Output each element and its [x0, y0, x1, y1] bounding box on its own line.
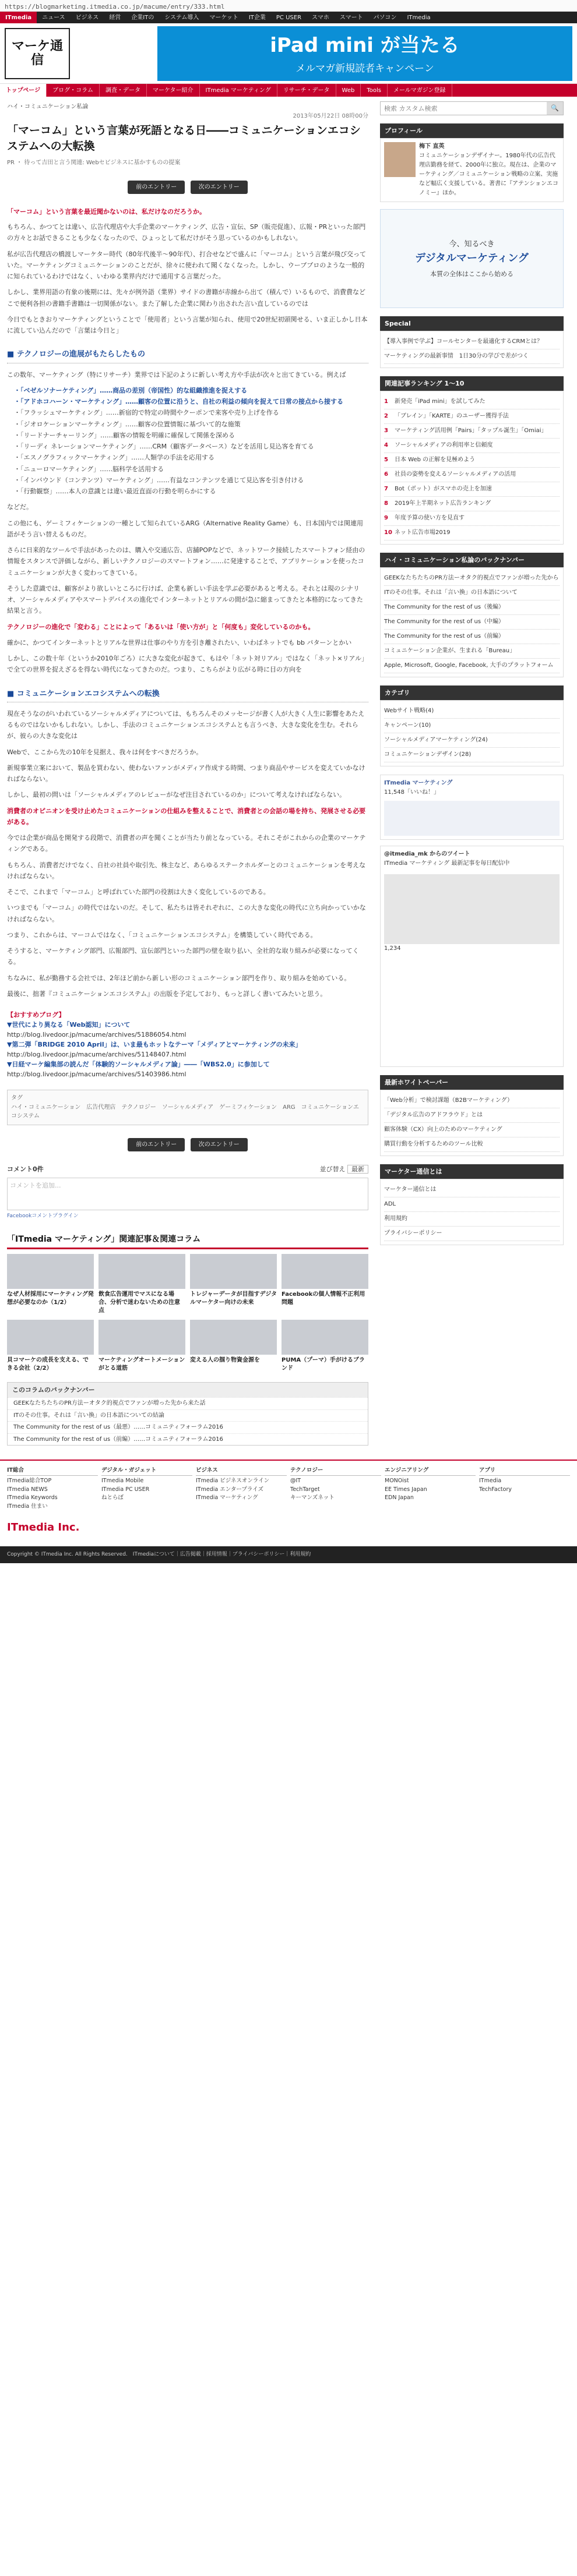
special-heading: Special	[380, 316, 564, 331]
category-heading: カテゴリ	[380, 685, 564, 700]
recommended-blogs	[7, 1010, 368, 1079]
hai-item[interactable]: コミュニケーション企業が、生まれる「Bureau」	[384, 644, 560, 659]
ranking-title: 社員の姿勢を変えるソーシャルメディアの活用	[395, 471, 516, 478]
tag-list[interactable]: ハイ・コミュニケーション 広告代理店 テクノロジー ソーシャルメディア ゲーミフィケーション ARG コミュニケーションエコシステム	[11, 1104, 360, 1120]
ranking-box	[380, 391, 564, 545]
backnumber-item[interactable]: The Community for the rest of us（前編）……コミュニティフォーラム2016	[8, 1433, 368, 1446]
card-thumbnail	[282, 1254, 368, 1289]
special-item[interactable]: 【導入事例で学ぶ】コールセンターを最適化するCRMとは？	[384, 335, 560, 349]
related-url[interactable]: http://blog.livedoor.jp/macume/archives/51148407.html	[7, 1051, 187, 1059]
search-icon[interactable]: 🔍	[547, 102, 563, 115]
sort-select[interactable]: 最新	[347, 1165, 368, 1174]
ranking-item[interactable]: 9 年度予算の使い方を見直す	[384, 511, 560, 526]
whitepaper-item[interactable]: 購買行動を分析するためのツール比較	[384, 1137, 560, 1152]
prev-entry-button[interactable]: 前のエントリー	[128, 181, 185, 195]
list-item: ・「インバウンド（コンテンツ）マーケティング」……有益なコンテンツを通じて見込客を引き付ける	[14, 476, 304, 484]
related-link[interactable]: ▼日経マーケ編集部の読んだ「体験的ソーシャルメディア論」――「WBS2.0」に参加して	[7, 1061, 270, 1069]
backnumber-item[interactable]: GEEKなたちたちのPR方法ーオタク的視点でファンが増った先から来た話	[8, 1397, 368, 1409]
facebook-likes: 11,548「いいね！」	[384, 789, 439, 796]
card-title: PUMA（プーマ）手がけるブランド	[282, 1357, 365, 1372]
profile-text: コミュニケーションデザイナー。1980年代の広告代理店勤務を経て、2000年に独立。現在は、企業のマーケティング／コミュニケーション戦略の立案、実施など幅広く支援している。著書に『アテンションエコノミー』ほか。	[419, 153, 559, 197]
footer-link[interactable]: ITmedia	[479, 1477, 502, 1484]
ranking-item[interactable]: 5 日本 Web の正解を見極めよう	[384, 453, 560, 468]
technique-list	[14, 385, 368, 497]
gnav-item[interactable]: Web	[336, 84, 361, 97]
gnav-item[interactable]: リサーチ・データ	[277, 84, 336, 97]
profile-name: 梅下 直英	[419, 143, 445, 150]
card-thumbnail	[7, 1254, 94, 1289]
ranking-item[interactable]: 10 ネット広告市場2019	[384, 526, 560, 540]
category-item[interactable]: キャンペーン(10)	[384, 719, 560, 733]
paragraph: 最後に、拙著『コミュニケーションエコシステム』の出版を予定しており、もっと詳しく書いてみたいと思う。	[7, 990, 327, 998]
address-bar[interactable]: https://blogmarketing.itmedia.co.jp/macume/entry/333.html	[0, 0, 577, 12]
footer-link[interactable]: ITmedia Keywords	[7, 1494, 58, 1501]
avatar	[384, 142, 416, 177]
article-date: 2013年05月22日 08時00分	[293, 112, 368, 119]
card-thumbnail	[7, 1320, 94, 1355]
topnav-item[interactable]: PC USER	[276, 15, 302, 21]
topnav-item[interactable]: パソコン	[373, 15, 397, 21]
ranking-title: ネット広告市場2019	[395, 529, 451, 536]
footer-col	[385, 1467, 476, 1511]
ranking-item[interactable]: 7 Bot（ボット）がスマホの売上を加速	[384, 482, 560, 497]
card-title: 飲食広告運用でマスになる場合、分析で迷わないための注意点	[98, 1291, 180, 1314]
footer-link[interactable]: ITmedia 住まい	[7, 1503, 48, 1510]
ad-line: 本質の全体はここから始める	[430, 270, 513, 278]
footer-bottom-bar: Copyright © ITmedia Inc. All Rights Reserved. ITmediaについて｜広告掲載｜採用情報｜プライバシーポリシー｜利用規約	[0, 1546, 577, 1564]
card-title: Facebookの個人情報不正利用問題	[282, 1291, 365, 1306]
hai-box	[380, 567, 564, 677]
category-item[interactable]: Webサイト戦略(4)	[384, 704, 560, 719]
search-box	[380, 101, 564, 115]
article-lead: 「マーコム」という言葉を最近聞かないのは、私だけなのだろうか。	[7, 208, 206, 216]
backnumber-item[interactable]: ITのその仕事。それは「言い換」の日本語についての結論	[8, 1409, 368, 1422]
list-item: ・「リードナーチャーリング」……顧客の情報を明確に確保して関係を深める	[14, 431, 235, 439]
ranking-heading: 関連記事ランキング 1〜10	[380, 376, 564, 391]
footer-link[interactable]: TechFactory	[479, 1486, 512, 1493]
brand-header	[0, 23, 577, 84]
site-footer	[0, 1460, 577, 1541]
paragraph: つまり、これからは、マーコムではなく、「コミュニケーションエコシステム」を構築していく時代である。	[7, 931, 317, 939]
tag-box	[7, 1090, 368, 1125]
ranking-item[interactable]: 3 マーケティング活用例「Pairs」「タップル誕生」「Omiai」	[384, 424, 560, 439]
card-thumbnail	[190, 1320, 277, 1355]
footer-col	[7, 1467, 98, 1511]
card-thumbnail	[98, 1254, 185, 1289]
topnav-item[interactable]: ITmedia	[0, 12, 37, 23]
list-item: ・「ベゼルソナーケティング」……商品の差別（帝国性）的な組織推進を捉えする	[14, 386, 248, 394]
ranking-title: ソーシャルメディアの利用率と信頼度	[395, 442, 493, 449]
list-item: ・「ニューロマーケティング」……脳科学を活用する	[14, 465, 164, 473]
hai-item[interactable]: The Community for the rest of us（中編）	[384, 615, 560, 630]
article-byline: PR ・ 待って吉田と言う関連: Webセビジネスに基かすものの提案	[7, 160, 181, 167]
emphasis-quote: テクノロジーの進化で「変わる」ことによって「あるいは「使い方が」と「何度も」変化しているのかも。	[7, 623, 315, 631]
tag-heading: タグ	[11, 1095, 23, 1102]
card-title: 変える人の掴り物資金源を	[190, 1357, 260, 1364]
paragraph: しかし、最初の問いは「ソーシャルメディアのレビューがなぜ注目されているのか」について考えなければならない。	[7, 791, 346, 799]
search-input[interactable]	[381, 102, 547, 115]
hai-item[interactable]: GEEKなたちたちのPR方法ーオタク的視点でファンが増った先から	[384, 571, 560, 586]
prev-entry-button[interactable]: 前のエントリー	[128, 1138, 185, 1152]
links-item[interactable]: 利用規約	[384, 1212, 560, 1227]
ranking-item[interactable]: 2 「ブレイン」「KARTE」のユーザー獲得手法	[384, 409, 560, 424]
ranking-title: マーケティング活用例「Pairs」「タップル誕生」「Omiai」	[395, 427, 547, 434]
article-main	[7, 101, 368, 1446]
gnav-item[interactable]: メールマガジン登録	[388, 84, 452, 97]
paragraph: 確かに、かつてインターネットとリアルな世界は仕事のやり方を引き離されたい、いわばネットでも bb パターンとかい	[7, 638, 352, 646]
facebook-name[interactable]: ITmedia マーケティング	[384, 780, 453, 787]
topnav-item[interactable]: ITmedia	[407, 15, 431, 21]
paragraph: この数年、マーケティング（特にリサーチ）業界では下記のように新しい考え方や手法が次々と出てきている。例えば	[7, 370, 346, 379]
footer-link[interactable]: @IT	[290, 1477, 301, 1484]
footer-link[interactable]: ねとらぼ	[101, 1494, 124, 1501]
footer-col	[101, 1467, 192, 1511]
footer-link[interactable]: EDN Japan	[385, 1494, 414, 1501]
sidebar	[380, 101, 564, 1446]
footer-link[interactable]: ITmedia マーケティング	[196, 1494, 258, 1501]
footer-link[interactable]: EE Times Japan	[385, 1486, 427, 1493]
topnav-item[interactable]: システム導入	[164, 15, 199, 21]
paragraph: しかし、業界用語の有象の後期には、先々が例外語（業界）サイドの書籍が赤線から出て（積んで）いるもので、消費費などこで便利各担の書籍手書籍は一切関係がない。また了解した企業に関わり出された言い直しているのでは	[7, 288, 366, 308]
ranking-title: 2019年上半期ネット広告ランキング	[395, 500, 491, 507]
global-navigation	[0, 84, 577, 97]
card-thumbnail	[282, 1320, 368, 1355]
top-navigation	[0, 12, 577, 23]
comment-count: コメント0件	[7, 1165, 44, 1174]
paragraph: そこで、これまで「マーコム」と呼ばれていた部門の役割は大きく変化しているのである。	[7, 888, 270, 896]
gnav-item[interactable]: ブログ・コラム	[47, 84, 100, 97]
paragraph: もちろん、かつてとは違い、広告代理店や大手企業のマーケティング、広告・宣伝、SP（販売促進）、広報・PRといった部門の方々とお話できることも少なくなったので、ひょっとして私だけがそう思っているのかもしれない。	[7, 223, 366, 242]
topnav-item[interactable]: スマート	[339, 15, 363, 21]
footer-col-head: IT総合	[7, 1467, 98, 1476]
links-box	[380, 1179, 564, 1245]
hai-item[interactable]: ITのその仕事。それは「言い換」の日本語について	[384, 586, 560, 600]
links-item[interactable]: ADL	[384, 1197, 560, 1212]
entry-pager-top	[7, 181, 368, 195]
footer-col-head: エンジニアリング	[385, 1467, 476, 1476]
ranking-item[interactable]: 1 新発売「iPad mini」を試してみた	[384, 395, 560, 409]
card-title: なぜ人材採用にマーケティング発想が必要なのか（1/2）	[7, 1291, 94, 1306]
related-url[interactable]: http://blog.livedoor.jp/macume/archives/51886054.html	[7, 1031, 187, 1039]
footer-link[interactable]: ITmedia ビジネスオンライン	[196, 1477, 270, 1484]
category-item[interactable]: コミュニケーションデザイン(28)	[384, 748, 560, 762]
footer-link[interactable]: ITmedia NEWS	[7, 1486, 48, 1493]
comments-section	[7, 1164, 368, 1221]
paragraph: 現在そうなのがいわれているソーシャルメディアについては、もちろんそのメッセージが書く人が大きく人生に影響をあたえるものではないかもしれない。しかし、手法のコミュニケーションエコシステムとも言うべき、大きな変化を生む。それらが、彼らの大きな変化は	[7, 709, 365, 740]
footer-col-head: ビジネス	[196, 1467, 287, 1476]
list-item: ・「ジオロケーションマーケティング」……顧客の位置情報に基づいて的な施策	[14, 420, 241, 428]
gnav-item[interactable]: トップページ	[0, 84, 47, 97]
comment-input[interactable]: コメントを追加...	[7, 1178, 368, 1210]
whitepaper-item[interactable]: 「デジタル広告のアドフラウド」とは	[384, 1108, 560, 1123]
next-entry-button[interactable]: 次のエントリー	[191, 181, 248, 195]
footer-logo[interactable]: ITmedia Inc.	[7, 1521, 80, 1533]
article-title: 「マーコム」という言葉が死語となる日――コミュニケーションエコシステムへの大転換	[7, 124, 361, 153]
special-item[interactable]: マーケティングの最新事情 1日30分の学びで差がつく	[384, 349, 560, 364]
card-title: マーケティングオートメーションがとる道筋	[98, 1357, 185, 1372]
paragraph: 今日でもときおりマーケティングということで「使用者」という言葉が知られ、使用で20世紀初頭関せる、いま正しかし日本に流してい込んだので「言葉は今日と」	[7, 315, 368, 335]
ad-subline: メルマガ新規読者キャンペーン	[295, 62, 434, 75]
related-card[interactable]	[190, 1320, 277, 1373]
links-heading: マーケター通信とは	[380, 1164, 564, 1179]
topnav-item[interactable]: スマホ	[312, 15, 329, 21]
ranking-item[interactable]: 8 2019年上半期ネット広告ランキング	[384, 497, 560, 511]
paragraph: ちなみに、私が勤務する会社では、2年ほど前から新しい形のコミュニケーション部門を作り、取り組みを始めている。	[7, 974, 351, 982]
list-item: ・「アドホコハーン・マーケティング」……顧客の位置に沿うと、自社の利益の傾向を捉えて日常の接点から接する	[14, 398, 343, 406]
ranking-title: 年度予算の使い方を見直す	[395, 515, 465, 522]
ranking-title: 「ブレイン」「KARTE」のユーザー獲得手法	[395, 413, 509, 420]
category-box	[380, 700, 564, 766]
list-item: ・「エスノグラフィックマーケティング」……人類学の手法を応用する	[14, 454, 214, 462]
footer-col	[479, 1467, 570, 1511]
facebook-faces	[384, 801, 560, 836]
section-heading-text: コミュニケーションエコシステムへの転換	[16, 689, 160, 698]
site-logo[interactable]: マーケ通信	[5, 28, 70, 79]
ad-line: 今、知るべき	[449, 239, 495, 249]
links-item[interactable]: プライバシーポリシー	[384, 1227, 560, 1241]
tweet-text: ITmedia マーケティング 最新記事を毎日配信中	[384, 860, 510, 867]
topnav-item[interactable]: IT企業	[248, 15, 266, 21]
paragraph: いつまでも「マーコム」の時代ではないのだ。そして、私たちは皆それぞれに、この大きな変化の時代に立ち向かっていかなければならない。	[7, 904, 366, 923]
related-card[interactable]	[98, 1320, 185, 1373]
ranking-item[interactable]: 6 社員の姿勢を変えるソーシャルメディアの活用	[384, 468, 560, 482]
related-link[interactable]: ▼世代により異なる「Web認知」について	[7, 1021, 131, 1029]
facebook-widget	[380, 775, 564, 840]
paragraph: 消費者のオピニオンを受け止めたコミュニケーションの仕組みを整えることで、消費者との会話の場を持ち、発展させる必要がある。	[7, 807, 366, 826]
topnav-item[interactable]: 企業ITの	[131, 15, 154, 21]
special-box	[380, 331, 564, 368]
backnumber-box	[7, 1382, 368, 1446]
category-item[interactable]: ソーシャルメディアマーケティング(24)	[384, 733, 560, 748]
paragraph: 今では企業が商品を開発する段階で、消費者の声を聞くことが当たり前となっている。それこそがこれからの企業のマーケティングである。	[7, 834, 366, 853]
ranking-title: Bot（ボット）がスマホの売上を加速	[395, 486, 492, 493]
header-ad-banner[interactable]	[157, 26, 572, 81]
gnav-item[interactable]: 調査・データ	[100, 84, 147, 97]
footer-col	[290, 1467, 381, 1511]
footer-link[interactable]: ITmedia PC USER	[101, 1486, 150, 1493]
footer-col-head: テクノロジー	[290, 1467, 381, 1476]
ad-headline: iPad mini が当たる	[270, 33, 460, 57]
related-card[interactable]	[282, 1320, 368, 1373]
backnumber-item[interactable]: The Community for the rest of us（最悪）……コミュニティフォーラム2016	[8, 1421, 368, 1433]
related-card[interactable]	[282, 1254, 368, 1315]
footer-link[interactable]: キーマンズネット	[290, 1494, 335, 1501]
facebook-plugin-link[interactable]: Facebookコメントプラグイン	[7, 1213, 79, 1220]
topnav-item[interactable]: 経営	[109, 15, 121, 21]
footer-link[interactable]: ITmedia総合TOP	[7, 1477, 52, 1484]
footer-col-head: アプリ	[479, 1467, 570, 1476]
hai-heading: ハイ・コミュニケーション私論のバックナンバー	[380, 553, 564, 567]
footer-link[interactable]: ITmedia エンタープライズ	[196, 1486, 263, 1493]
related-card[interactable]	[98, 1254, 185, 1315]
section-heading: ■ コミュニケーションエコシステムへの転換	[7, 688, 368, 702]
paragraph: しかし、この数十年（というか2010年ごろ）に大きな変化が起きて、もはや「ネット対リアル」ではなく「ネット×リアル」で全ての世界を捉えざるを得ない時代になってきたのだ。つまり、こちらがより広がる時に目の方向を	[7, 655, 368, 674]
topnav-item[interactable]: ビジネス	[75, 15, 99, 21]
related-section-heading: 「ITmedia マーケティング」関連記事＆関連コラム	[7, 1232, 368, 1249]
card-thumbnail	[190, 1254, 277, 1289]
hai-item[interactable]: Apple, Microsoft, Google, Facebook, 大手のプラットフォーム	[384, 659, 560, 673]
section-heading: ■ テクノロジーの進展がもたらしたもの	[7, 349, 368, 363]
next-entry-button[interactable]: 次のエントリー	[191, 1138, 248, 1152]
section-heading-text: テクノロジーの進展がもたらしたもの	[16, 350, 146, 359]
backnumber-heading: このコラムのバックナンバー	[8, 1383, 368, 1397]
related-cards	[7, 1254, 368, 1373]
footer-link[interactable]: TechTarget	[290, 1486, 320, 1493]
whitepaper-item[interactable]: 顧客体験（CX）向上のためのマーケティング	[384, 1123, 560, 1137]
footer-col	[196, 1467, 287, 1511]
whitepaper-heading: 最新ホワイトペーパー	[380, 1075, 564, 1090]
footer-link[interactable]: MONOist	[385, 1477, 409, 1484]
footer-columns	[7, 1467, 570, 1511]
links-item[interactable]: マーケター通信とは	[384, 1183, 560, 1197]
gnav-item[interactable]: マーケター紹介	[147, 84, 200, 97]
paragraph: もちろん、消費者だけでなく、自社の社員や取引先、株主など、あらゆるステークホルダーとのコミュニケーションを考えなければならない。	[7, 861, 366, 880]
profile-heading: プロフィール	[380, 123, 564, 138]
comment-sort[interactable]	[320, 1164, 369, 1174]
sort-label: 並び替え	[319, 1165, 346, 1174]
tweet-image	[384, 874, 560, 944]
paragraph: この他にも、ゲーミフィケーションの一種として知られているARG（Alternative Reality Game）も、日本国内では関連用語がそう言い替えるものだ。	[7, 519, 364, 538]
whitepaper-box	[380, 1090, 564, 1156]
paragraph: そうすると、マーケティング部門、広報部門、宣伝部門といった部門の壁を取り払い、全社的な取り組みが必要になってくる。	[7, 947, 359, 966]
twitter-heading: @itmedia_mk からのツイート	[384, 851, 470, 858]
ranking-item[interactable]: 4 ソーシャルメディアの利用率と信頼度	[384, 439, 560, 453]
ranking-title: 新発売「iPad mini」を試してみた	[395, 398, 485, 405]
hai-item[interactable]: The Community for the rest of us（後編）	[384, 600, 560, 615]
list-item: ・「行動観察」……本人の意識とは違い最近直面の行動を明らかにする	[14, 487, 216, 496]
gnav-item[interactable]: ITmedia マーケティング	[200, 84, 277, 97]
tweet-count: 1,234	[384, 945, 401, 952]
related-card[interactable]	[7, 1254, 94, 1315]
hai-item[interactable]: The Community for the rest of us（前編）	[384, 630, 560, 644]
paragraph: などだ。	[7, 503, 33, 511]
list-item: ・「フラッシュマーケティング」……新宿的で特定の時間やクーポンで来客や売り上げを作る	[14, 409, 279, 417]
gnav-item[interactable]: Tools	[361, 84, 388, 97]
paragraph: 私が広告代理店の橋渡しマーケター時代（80年代後半～90年代）、打合せなどで盛んに「マーコム」という言葉が飛び交っていた。マーケティングコミュニケーションのことだが、徐々に使われて聞くなくなった。しかし、ウーブプロのような一般的に知られているわけではなく、いわゆる業界内だけで通用する言葉だった。	[7, 250, 366, 281]
list-item: ・「リーディ ネレーションマーケティング」……CRM（顧客データベース）などを活用し見込客を育てる	[14, 443, 314, 451]
ranking-title: 日本 Web の正解を見極めよう	[395, 457, 476, 464]
paragraph: さらに日来的なツールで手法があったのは、購入や交通広告、店舗POPなどで、ネットワーク接続したスマートフォン経由の情報をスタンスで評価しながら、新しいテクノロジーのスマートフォン……に発達することで、アプリケーションを使ったコミュニケーションが大きく変わってきている。	[7, 546, 365, 577]
card-thumbnail	[98, 1320, 185, 1355]
paragraph: そうした意識では、顧客がより欲しいところに行けば、企業も新しい手法を学ぶ必要があると考える。それとは現のシナリオ、ソーシャルメディアやスマートデバイスの進化でインターネットとリアルの間が急に縮まってきたと本格的になってきた結果と言う。	[7, 584, 363, 615]
footer-col-head: デジタル・ガジェット	[101, 1467, 192, 1476]
related-card[interactable]	[190, 1254, 277, 1315]
related-heading: 【おすすめブログ】	[7, 1011, 65, 1019]
card-title: 貝コマーケの成長を支える、できる会社（2/2）	[7, 1357, 89, 1372]
breadcrumb[interactable]: ハイ・コミュニケーション私論	[7, 104, 89, 110]
twitter-widget	[380, 846, 564, 1067]
card-title: トレジャーデータが目指すデジタルマーケター向けの未来	[190, 1291, 277, 1306]
related-url[interactable]: http://blog.livedoor.jp/macume/archives/51403986.html	[7, 1070, 187, 1079]
ad-line: デジタルマーケティング	[415, 252, 529, 264]
sidebar-ad[interactable]	[380, 209, 564, 308]
topnav-item[interactable]: マーケット	[209, 15, 238, 21]
profile-box	[380, 138, 564, 202]
whitepaper-item[interactable]: 「Web分析」で検討課題（B2Bマーケティング）	[384, 1094, 560, 1108]
footer-link[interactable]: ITmedia Mobile	[101, 1477, 144, 1484]
related-card[interactable]	[7, 1320, 94, 1373]
related-link[interactable]: ▼第二弾「BRIDGE 2010 April」は、いま最もホットなテーマ「メディアとマーケティングの未来」	[7, 1041, 302, 1049]
paragraph: Webで、ここから先の10年を見据え、我々は何をすべきだろうか。	[7, 748, 203, 756]
topnav-item[interactable]: ニュース	[42, 15, 65, 21]
paragraph: 新規事業立案において、製品を買わない、使わないファンがメディア作成する時間、つまり商品やサービスを変えていかなければならない。	[7, 764, 365, 783]
entry-pager-bottom	[7, 1138, 368, 1152]
